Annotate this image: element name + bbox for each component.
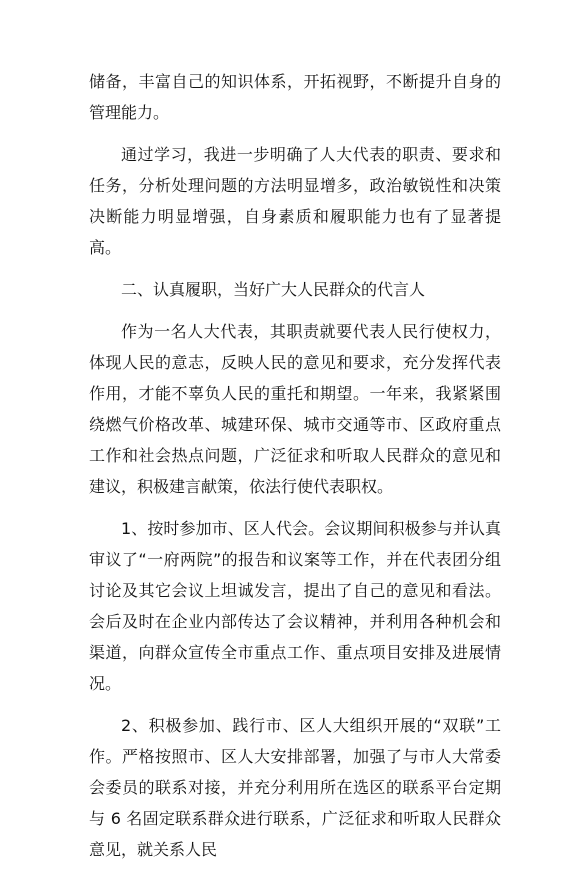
paragraph-study-results: 通过学习，我进一步明确了人大代表的职责、要求和任务，分析处理问题的方法明显增多，政治敏锐性和决策决断能力明显增强，自身素质和履职能力也有了显著提高。 — [89, 145, 501, 257]
section-heading-duty: 二、认真履职，当好广大人民群众的代言人 — [121, 280, 426, 299]
document-body — [89, 66, 501, 876]
paragraph-representative-role: 作为一名人大代表，其职责就要代表人民行使权力，体现人民的意志，反映人民的意见和要求，充分发挥代表作用，才能不辜负人民的重托和期望。一年来，我紧紧围绕燃气价格改革、城建环保、城市交通等市、区政府重点工作和社会热点问题，广泛征求和听取人民群众的意见和建议，积极建言献策，依法行使代表职权。 — [89, 322, 501, 496]
paragraph-dual-liaison: 2、积极参加、践行市、区人大组织开展的“双联”工作。严格按照市、区人大安排部署，加强了与市人大常委会委员的联系对接，并充分利用所在选区的联系平台定期与 6 名固定联系群众进行联系，广泛征求和听取人民群众意见，就关系人民 — [89, 716, 501, 859]
paragraph-congress-attendance: 1、按时参加市、区人代会。会议期间积极参与并认真审议了“一府两院”的报告和议案等工作，并在代表团分组讨论及其它会议上坦诚发言，提出了自己的意见和看法。会后及时在企业内部传达了会议精神，并利用各种机会和渠道，向群众宣传全市重点工作、重点项目安排及进展情况。 — [89, 519, 501, 693]
paragraph-continuation: 储备，丰富自己的知识体系，开拓视野，不断提升自身的管理能力。 — [89, 72, 501, 122]
